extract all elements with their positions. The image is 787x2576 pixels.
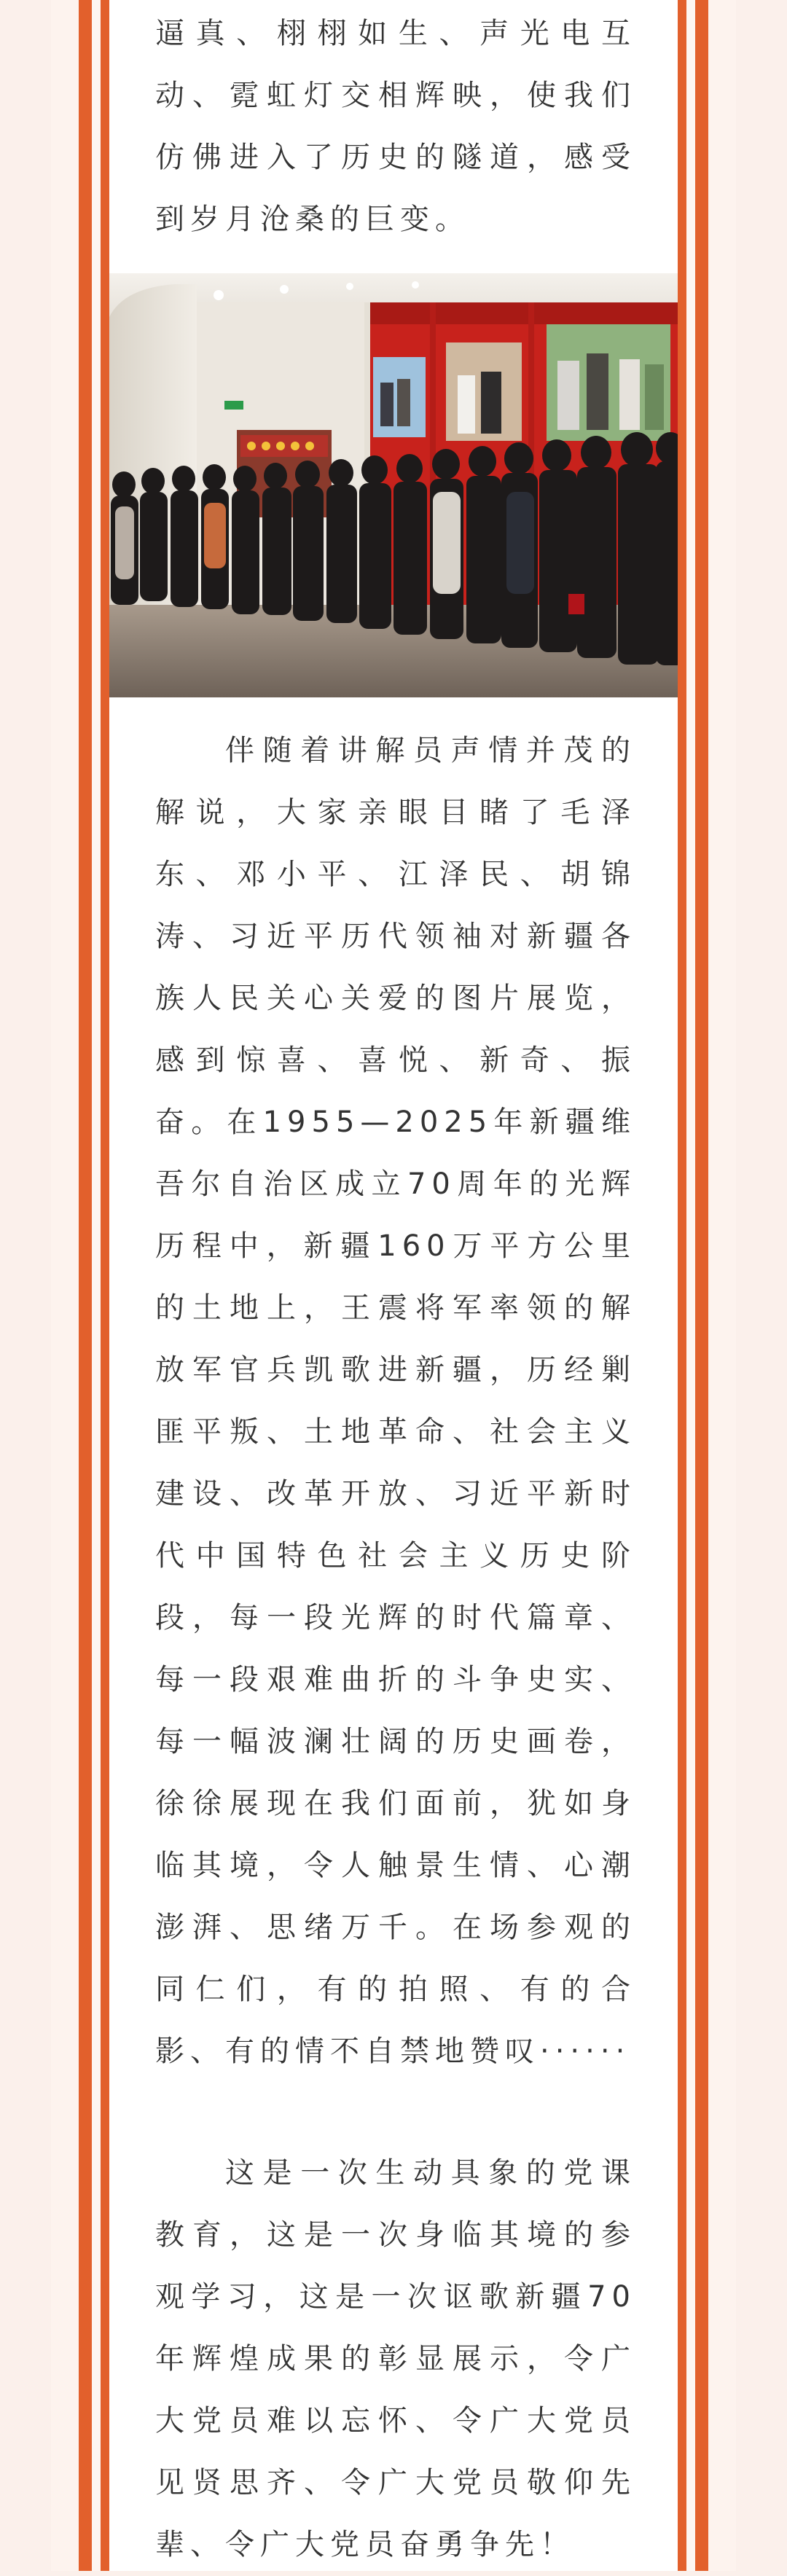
article-content [109, 0, 678, 2571]
paragraph-middle: 伴随着讲解员声情并茂的解说，大家亲眼目睹了毛泽东、邓小平、江泽民、胡锦涛、习近平历代领袖对新疆各族人民关心关爱的图片展览，感到惊喜、喜悦、新奇、振奋。在1955—2025年新疆维吾尔自治区成立70周年的光辉历程中，新疆160万平方公里的土地上，王震将军率领的解放军官兵凯歌进新疆，历经剿匪平叛、土地革命、社会主义建设、改革开放、习近平新时代中国特色社会主义历史阶段，每一段光辉的时代篇章、每一段艰难曲折的斗争史实、每一幅波澜壮阔的历史画卷，徐徐展现在我们面前，犹如身临其境，令人触景生情、心潮澎湃、思绪万千。在场参观的同仁们，有的拍照、有的合影、有的情不自禁地赞叹······ [155, 734, 636, 2068]
exhibition-hall-photo [109, 273, 678, 697]
paragraph-top: 逼真、栩栩如生、声光电互动、霓虹灯交相辉映，使我们仿佛进入了历史的隧道，感受到岁月沧桑的巨变。 [155, 17, 636, 236]
paragraph-bottom: 这是一次生动具象的党课教育，这是一次身临其境的参观学习，这是一次讴歌新疆70年辉煌成果的彰显展示，令广大党员难以忘怀、令广大党员见贤思齐、令广大党员敬仰先辈、令广大党员奋勇争先！ [155, 2156, 636, 2561]
